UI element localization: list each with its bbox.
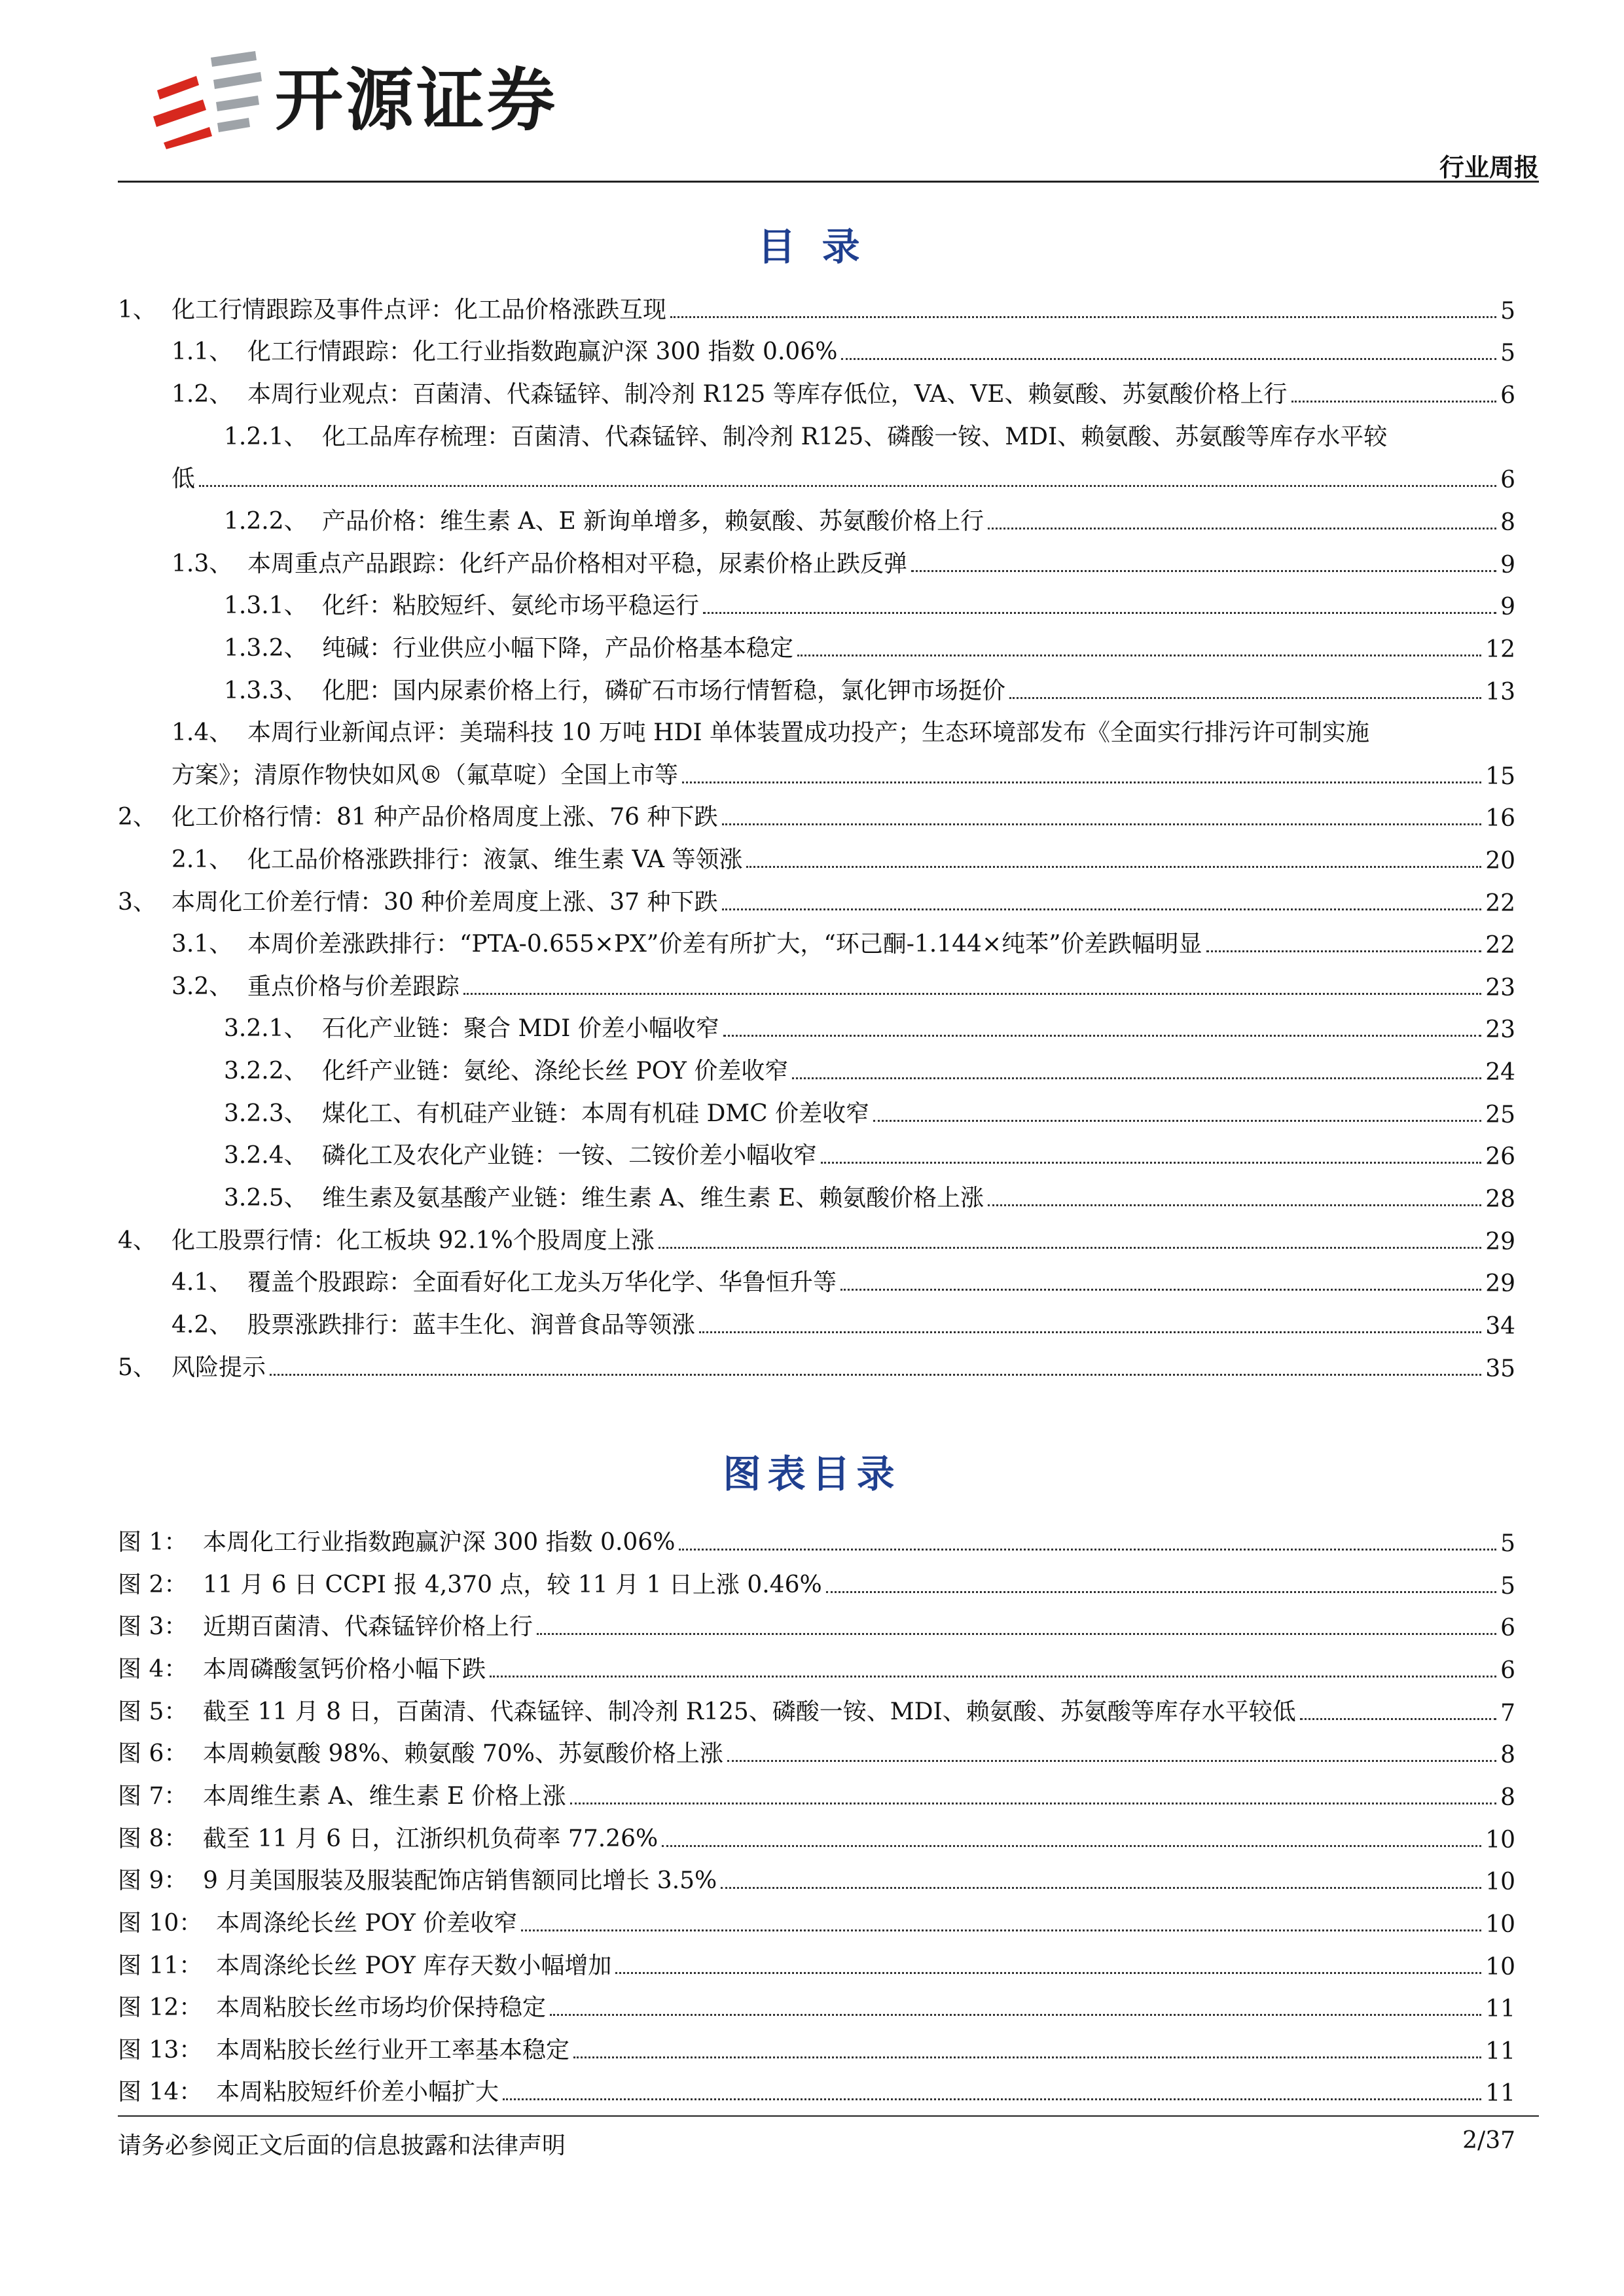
toc-item[interactable]: 3.2、 重点价格与价差跟踪 23 (171, 973, 1515, 1001)
figure-page: 7 (1500, 1700, 1515, 1727)
figure-page: 8 (1500, 1784, 1515, 1811)
figure-page: 11 (1485, 1996, 1515, 2022)
toc-item[interactable]: 3.1、 本周价差涨跌排行：“PTA-0.655×PX”价差有所扩大，“环己酮-1.144×纯苯”价差跌幅明显 22 (171, 931, 1515, 959)
figure-item[interactable]: 图 13： 本周粘胶长丝行业开工率基本稳定 11 (118, 2037, 1515, 2065)
toc-page: 25 (1485, 1102, 1515, 1128)
figure-item[interactable]: 图 12： 本周粘胶长丝市场均价保持稳定 11 (118, 1994, 1515, 2022)
toc-item[interactable]: 4.1、 覆盖个股跟踪：全面看好化工龙头万华化学、华鲁恒升等 29 (171, 1269, 1515, 1297)
toc-title: 目 录 (757, 224, 867, 269)
company-logo (151, 51, 558, 149)
page-number: 2/37 (1462, 2127, 1515, 2154)
toc-item-continued[interactable]: 方案》；清原作物快如风®（氟草啶）全国上市等 15 (171, 762, 1515, 790)
dot-leader (682, 781, 1481, 783)
toc-item[interactable]: 1.2.1、 化工品库存梳理：百菌清、代森锰锌、制冷剂 R125、磷酸一铵、MDI、赖氨酸、苏氨酸等库存水平较 (224, 423, 1388, 450)
figure-page: 10 (1485, 1827, 1515, 1854)
figure-page: 8 (1500, 1742, 1515, 1768)
dot-leader (570, 1803, 1496, 1804)
toc-page: 8 (1500, 509, 1515, 536)
toc-item[interactable]: 1.4、 本周行业新闻点评：美瑞科技 10 万吨 HDI 单体装置成功投产；生态环境部发布《全面实行排污许可制实施 (171, 719, 1370, 746)
toc-page: 9 (1500, 552, 1515, 579)
toc-page: 15 (1485, 763, 1515, 790)
toc-item[interactable]: 1.3.2、 纯碱：行业供应小幅下降，产品价格基本稳定 12 (224, 635, 1515, 663)
figure-page: 10 (1485, 1954, 1515, 1981)
toc-item[interactable]: 1.2、 本周行业观点：百菌清、代森锰锌、制冷剂 R125 等库存低位，VA、VE、赖氨酸、苏氨酸价格上行 6 (171, 381, 1515, 409)
toc-item[interactable]: 1.2.2、 产品价格：维生素 A、E 新询单增多，赖氨酸、苏氨酸价格上行 8 (224, 508, 1515, 536)
dot-leader (792, 1077, 1481, 1079)
figure-item[interactable]: 图 9： 9 月美国服装及服装配饰店销售额同比增长 3.5% 10 (118, 1867, 1515, 1895)
figure-item[interactable]: 图 8： 截至 11 月 6 日，江浙织机负荷率 77.26% 10 (118, 1825, 1515, 1854)
toc-page: 35 (1485, 1355, 1515, 1382)
toc-item[interactable]: 3、 本周化工价差行情：30 种价差周度上涨、37 种下跌 22 (118, 889, 1515, 917)
dot-leader (699, 1331, 1481, 1333)
dot-leader (988, 528, 1496, 529)
toc-item[interactable]: 4、 化工股票行情：化工板块 92.1%个股周度上涨 29 (118, 1227, 1515, 1255)
toc-item[interactable]: 3.2.4、 磷化工及农化产业链：一铵、二铵价差小幅收窄 26 (224, 1142, 1515, 1170)
toc-page: 13 (1485, 679, 1515, 706)
dot-leader (521, 1929, 1481, 1931)
dot-leader (722, 908, 1482, 910)
figure-page: 5 (1500, 1530, 1515, 1557)
dot-leader (463, 993, 1481, 995)
toc-page: 28 (1485, 1186, 1515, 1213)
toc-page: 6 (1500, 382, 1515, 409)
figure-page: 6 (1500, 1615, 1515, 1641)
toc-page: 22 (1485, 932, 1515, 959)
figure-item[interactable]: 图 6： 本周赖氨酸 98%、赖氨酸 70%、苏氨酸价格上涨 8 (118, 1740, 1515, 1768)
dot-leader (723, 1035, 1481, 1037)
toc-page: 5 (1500, 340, 1515, 367)
dot-leader (659, 1247, 1481, 1249)
toc-item[interactable]: 1.1、 化工行情跟踪：化工行业指数跑赢沪深 300 指数 0.06% 5 (171, 338, 1515, 367)
figure-item[interactable]: 图 14： 本周粘胶短纤价差小幅扩大 11 (118, 2079, 1515, 2107)
dot-leader (490, 1676, 1496, 1677)
figure-page: 11 (1485, 2038, 1515, 2065)
header-divider (118, 181, 1539, 183)
figure-item[interactable]: 图 2： 11 月 6 日 CCPI 报 4,370 点，较 11 月 1 日上涨 0.46% 5 (118, 1571, 1515, 1600)
dot-leader (721, 1887, 1481, 1889)
dot-leader (826, 1591, 1496, 1593)
dot-leader (988, 1204, 1481, 1206)
toc-item[interactable]: 2.1、 化工品价格涨跌排行：液氯、维生素 VA 等领涨 20 (171, 846, 1515, 874)
toc-page: 22 (1485, 890, 1515, 917)
toc-page: 29 (1485, 1270, 1515, 1297)
figure-page: 10 (1485, 1911, 1515, 1938)
toc-item[interactable]: 1、 化工行情跟踪及事件点评：化工品价格涨跌互现 5 (118, 296, 1515, 325)
dot-leader (670, 316, 1496, 318)
figure-page: 6 (1500, 1657, 1515, 1684)
dot-leader (727, 1760, 1496, 1762)
footer-disclaimer: 请务必参阅正文后面的信息披露和法律声明 (118, 2132, 566, 2159)
dot-leader (662, 1845, 1481, 1847)
toc-page: 12 (1485, 636, 1515, 663)
toc-page: 34 (1485, 1313, 1515, 1340)
toc-item[interactable]: 5、 风险提示 35 (118, 1354, 1515, 1382)
dot-leader (911, 570, 1496, 572)
figure-page: 10 (1485, 1869, 1515, 1895)
toc-item[interactable]: 2、 化工价格行情：81 种产品价格周度上涨、76 种下跌 16 (118, 804, 1515, 832)
toc-page: 16 (1485, 805, 1515, 832)
dot-leader (199, 485, 1496, 487)
toc-item[interactable]: 3.2.3、 煤化工、有机硅产业链：本周有机硅 DMC 价差收窄 25 (224, 1100, 1515, 1128)
toc-page: 24 (1485, 1059, 1515, 1086)
figure-item[interactable]: 图 1： 本周化工行业指数跑赢沪深 300 指数 0.06% 5 (118, 1529, 1515, 1557)
dot-leader (1206, 950, 1482, 952)
toc-page: 23 (1485, 975, 1515, 1001)
toc-page: 29 (1485, 1229, 1515, 1255)
figure-item[interactable]: 图 7： 本周维生素 A、维生素 E 价格上涨 8 (118, 1783, 1515, 1811)
toc-item[interactable]: 1.3.3、 化肥：国内尿素价格上行，磷矿石市场行情暂稳，氯化钾市场挺价 13 (224, 677, 1515, 706)
toc-item[interactable]: 1.3、 本周重点产品跟踪：化纤产品价格相对平稳，尿素价格止跌反弹 9 (171, 550, 1515, 579)
report-type: 行业周报 (1439, 153, 1539, 182)
toc-item[interactable]: 3.2.5、 维生素及氨基酸产业链：维生素 A、维生素 E、赖氨酸价格上涨 28 (224, 1185, 1515, 1213)
dot-leader (503, 2098, 1481, 2100)
dot-leader (270, 1374, 1481, 1376)
toc-item[interactable]: 3.2.1、 石化产业链：聚合 MDI 价差小幅收窄 23 (224, 1015, 1515, 1043)
toc-item[interactable]: 3.2.2、 化纤产业链：氨纶、涤纶长丝 POY 价差收窄 24 (224, 1058, 1515, 1086)
dot-leader (821, 1162, 1481, 1164)
dot-leader (746, 866, 1481, 868)
dot-leader (537, 1633, 1496, 1635)
dot-leader (679, 1549, 1496, 1551)
dot-leader (1009, 697, 1481, 699)
toc-page: 23 (1485, 1016, 1515, 1043)
figure-item[interactable]: 图 5： 截至 11 月 8 日，百菌清、代森锰锌、制冷剂 R125、磷酸一铵、MDI、赖氨酸、苏氨酸等库存水平较低 7 (118, 1698, 1515, 1727)
toc-item[interactable]: 1.3.1、 化纤：粘胶短纤、氨纶市场平稳运行 9 (224, 592, 1515, 620)
dot-leader (1300, 1718, 1496, 1720)
toc-page: 6 (1500, 467, 1515, 493)
dot-leader (873, 1120, 1481, 1122)
toc-page: 20 (1485, 848, 1515, 874)
company-logo-icon (151, 51, 262, 149)
toc-item-continued[interactable]: 低 6 (171, 465, 1515, 493)
figures-title: 图表目录 (723, 1452, 901, 1496)
dot-leader (722, 823, 1482, 825)
toc-item[interactable]: 4.2、 股票涨跌排行：蓝丰生化、润普食品等领涨 34 (171, 1312, 1515, 1340)
toc-page: 9 (1500, 594, 1515, 620)
toc-page: 26 (1485, 1143, 1515, 1170)
dot-leader (550, 2014, 1481, 2016)
toc-page: 5 (1500, 298, 1515, 325)
dot-leader (841, 358, 1496, 360)
figure-item[interactable]: 图 11： 本周涤纶长丝 POY 库存天数小幅增加 10 (118, 1952, 1515, 1981)
dot-leader (1291, 401, 1497, 403)
figure-item[interactable]: 图 3： 近期百菌清、代森锰锌价格上行 6 (118, 1613, 1515, 1641)
footer-divider (118, 2115, 1539, 2117)
dot-leader (615, 1972, 1481, 1974)
figure-page: 5 (1500, 1573, 1515, 1600)
figure-page: 11 (1485, 2080, 1515, 2107)
dot-leader (703, 612, 1496, 614)
dot-leader (797, 655, 1481, 656)
figure-item[interactable]: 图 4： 本周磷酸氢钙价格小幅下跌 6 (118, 1656, 1515, 1684)
figure-item[interactable]: 图 10： 本周涤纶长丝 POY 价差收窄 10 (118, 1910, 1515, 1938)
company-name: 开源证券 (275, 60, 558, 140)
dot-leader (573, 2056, 1481, 2058)
dot-leader (840, 1289, 1481, 1291)
